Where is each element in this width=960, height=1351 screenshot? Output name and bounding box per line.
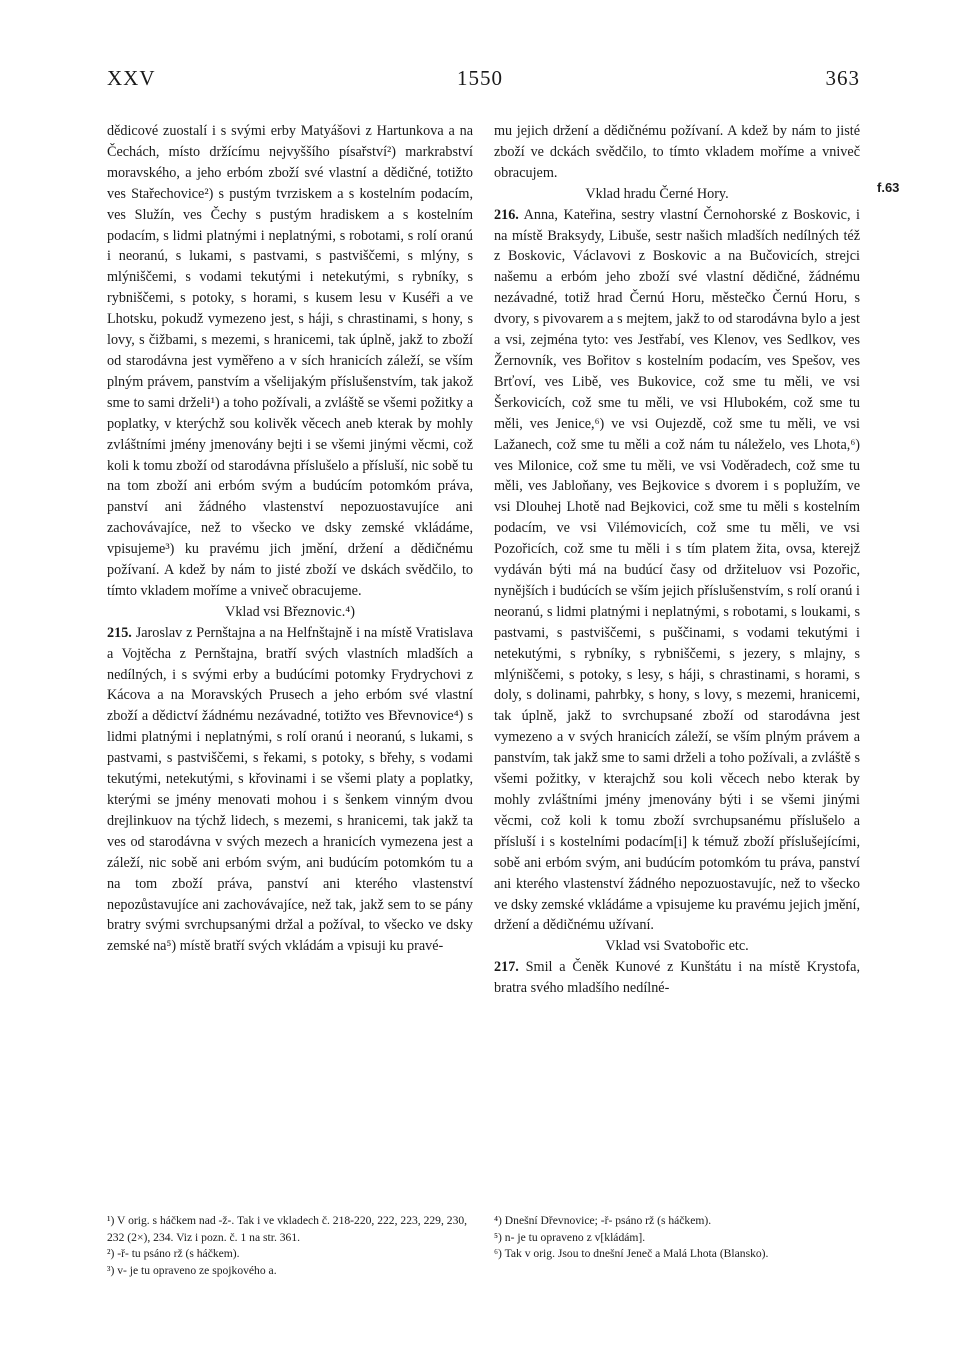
footnote-2: ²) -ř- tu psáno rž (s háčkem). bbox=[107, 1247, 240, 1261]
paragraph-214-continuation: dědicové zuostalí i s svými erby Matyášovi z Hartunkova a na Čechách, místo držícímu nejvyššího písařství²) markrabství moravského, a jeho erbóm zboží své vlastní a dědičné, totižto ves Stařechovice²) s pustým tvrziskem a s kostelním podacím, ves Služín, ves Čechy s pustým hradiskem a s kostelním podacím, s lidmi platnými i neplatnými, s robotami, s rolí oranú i neoranú, s lukami, s pastvami, s pastviščemi, s mlýny, s mlýniščemi, s vodami tekutými i netekutými, s rybníky, s rybniščemi, s potoky, s horami, s kusem lesu v Kuséři a ve Lhotsku, pokudž vymezeno jest, s háji, s chrastinami, s hony, s lovy, s čižbami, s mezemi, s hranicemi, tak úplně, jakž to zboží od starodávna jest vyměřeno a v sích hranicích záleží, se vším plným právem, panstvím a všelijakým příslušenstvím, tak jakož sme to sami drželi¹) a toho požívali, a zvláště se všemi požitky a poplatky, v kterýchž sou kolivěk věcech aneb kterak by mohly zvláštními jmény jmenovány bejti i se všemi jinými věcmi, což koli k tomu zboží od starodávna příslušelo a přísluší, nic sobě tu na tom zboží ani erbóm svým a budúcím potomkóm práva, panství ani žádného vlastenství nepozuostavujíce ani zachovávajíce, než to všecko ve dsky zemské vkládáme, vpisujeme³) ku pravému jich jmění, držení a dědičnému požívaní. A kdež by nám to jisté zboží ve dskách svědčilo, to tímto vkladem moříme a vniveč obracujeme. bbox=[107, 123, 473, 599]
footnote-1: ¹) V orig. s háčkem nad -ž-. Tak i ve vkladech č. 218-220, 222, 223, 229, 230, 232 (2×), 234. Viz i pozn. č. 1 na str. 361. bbox=[107, 1214, 468, 1244]
footnotes-right bbox=[494, 1213, 860, 1263]
entry-217-text: Smil a Čeněk Kunové z Kunštátu i na místě Krystofa, bratra svého mladšího nedílné- bbox=[494, 959, 860, 997]
entry-heading-cerna-hora: Vklad hradu Černé Hory. bbox=[585, 185, 729, 202]
footnote-5: ⁵) n- je tu opraveno z v[kládám]. bbox=[494, 1230, 646, 1244]
right-column bbox=[494, 121, 860, 999]
footnote-4: ⁴) Dnešní Dřevnovice; -ř- psáno rž (s háčkem). bbox=[494, 1214, 712, 1227]
folio-margin-note: f.63 bbox=[877, 180, 900, 195]
volume-number: XXV bbox=[107, 66, 156, 90]
entry-216 bbox=[494, 205, 860, 937]
footnotes-left bbox=[107, 1213, 473, 1279]
left-column bbox=[107, 121, 473, 957]
entry-number-216: 216. bbox=[494, 206, 519, 223]
entry-217 bbox=[494, 957, 860, 999]
page-number: 363 bbox=[825, 66, 860, 90]
entry-heading-breznovice: Vklad vsi Březnovic.⁴) bbox=[225, 603, 355, 620]
entry-215 bbox=[107, 623, 473, 958]
entry-216-text: Anna, Kateřina, sestry vlastní Černohorské z Boskovic, i na místě Braksydy, Libuše, sestr našich mladších nedílných též z Boskovic, Václavovi z Boskovic a na Bučovicích, strejci našemu a erbóm jeho zboží své vlastní dědičné, žádnému nezávadné, totiž hrad Černú Horu, městečko Černú Horu, s dvory, s pivovarem a s mejtem, jakž to od starodávna bylo a jest a vsi, zejména tyto: ves Jestřabí, ves Klenov, ves Sedlkov, ves Žernovník, ves Bořitov s kostelním podacím, ves Spešov, ves Brťoví, ves Libě, ves Bukovice, což sme tu měli, ve vsi Šerkovicích, což sme tu měli, ve vsi Hlubokém, což sme tu měli, ves Jenice,⁶) ve vsi Oujezdě, což sme tu měli, ve vsi Lažanech, což sme tu měli a což nám tu náleželo, ves Lhota,⁶) ves Milonice, což sme tu měli, ve vsi Voděradech, což sme tu měli, ves Jabloňany, ves Bejkovice s dvorem i s poplužím, ve vsi Dlouhej Lhotě nad Bejkovici, což sme tu měli s kostelním podacím, ve vsi Vilémovicích, což sme tu měli, ve vsi Pozořicích, což sme tu měli i s tím platem žita, ovsa, kterejž vydáván býti má na budúcí časy od držiteluov vsi Pozořic, nynějších i budúcích se vším jejich příslušenstvím, s rolí oranú i neoranú, s lidmi platnými i neplatnými, s robotami, s loukami, s pastvami, s pastviščemi, s puščinami, s vodami tekutými i netekutými, s rybníky, s rybniščemi, s jezery, s mlajny, s mlýniščemi, s potoky, s lesy, s háji, s chrastinami, s horami, s doly, s dolinami, pahrbky, s hony, s lovy, s mezemi, hranicemi, tak úplně, jakž to svrchupsané zboží od starodávna jest vymezeno a v svých hranicích záleží, se vším plným právem a panstvím, tak jakž sme to sami drželi a toho požívali, a zvláště s všemi požitky, v kterajchž sou koli věcech nebo kterak by mohly zvláštními jmény jmenovány býti i se všemi jinými věcmi, což koli k tomu zboží svrchupsanému příslušelo a přísluší i s kostelními podacím[i] k témuž zboží příslušejícími, sobě ani erbóm svým, ani budúcím potomkóm tu práva, panství ani kterého vlastenství žádného nepozuostavujíc, než to všecko ve dsky zemské vkládáme a vpisujeme ku pravému jejich jmění, držení a dědičnému užívaní. bbox=[494, 206, 860, 934]
entry-number-217: 217. bbox=[494, 959, 519, 976]
footnote-3: ³) v- je tu opraveno ze spojkového a. bbox=[107, 1263, 277, 1277]
entry-heading-svatoborice: Vklad vsi Svatobořic etc. bbox=[605, 938, 749, 955]
footnote-6: ⁶) Tak v orig. Jsou to dnešní Jeneč a Malá Lhota (Blansko). bbox=[494, 1247, 769, 1261]
entry-215-text: Jaroslav z Pernštajna a na Helfnštajně i na místě Vratislava a Vojtěcha z Pernštajna, bratří svých vlastních mladších a nedílných, i s svými erby a budúcími potomky Frydrychovi z Kácova a na Moravských Prusech a jeho erbóm své vlastní zboží a dědictví žádnému nezávadné, totižto ves Břevnovice⁴) s lidmi platnými i neplatnými, s rolí oranú i neoranú, s lukami, s pastvami, s pastviščemi, s řekami, s potoky, s břehy, s vodami tekutými, netekutými, s křovinami i se všemi platy a poplatky, kterými se jmény menovati mohou i s šenkem vinným dvou drejlinkuov na týchž lidech, s mezemi, s hranicemi, tak jakž ta ves od starodávna v svých mezech a hranicích vymezena jest a záleží, nic sobě ani erbóm svým, ani budúcím potomkóm tu a na tom zboží práva, panství ani kterého vlastenství nepozůstavujíce ani zachovávajíce, než tak, jakž sem to se pány bratry svými svrchupsanými držal a požíval, to všecko ve dsky zemské na⁵) místě bratří svých vkládám a vpisuji ku pravé- bbox=[107, 624, 474, 955]
entry-number-215: 215. bbox=[107, 624, 132, 641]
year-heading: 1550 bbox=[457, 66, 503, 90]
paragraph-215-continuation: mu jejich držení a dědičnému požívaní. A kdež by nám to jisté zboží ve dckách svědčilo, to tímto vkladem moříme a vniveč obracujem. bbox=[494, 123, 860, 181]
